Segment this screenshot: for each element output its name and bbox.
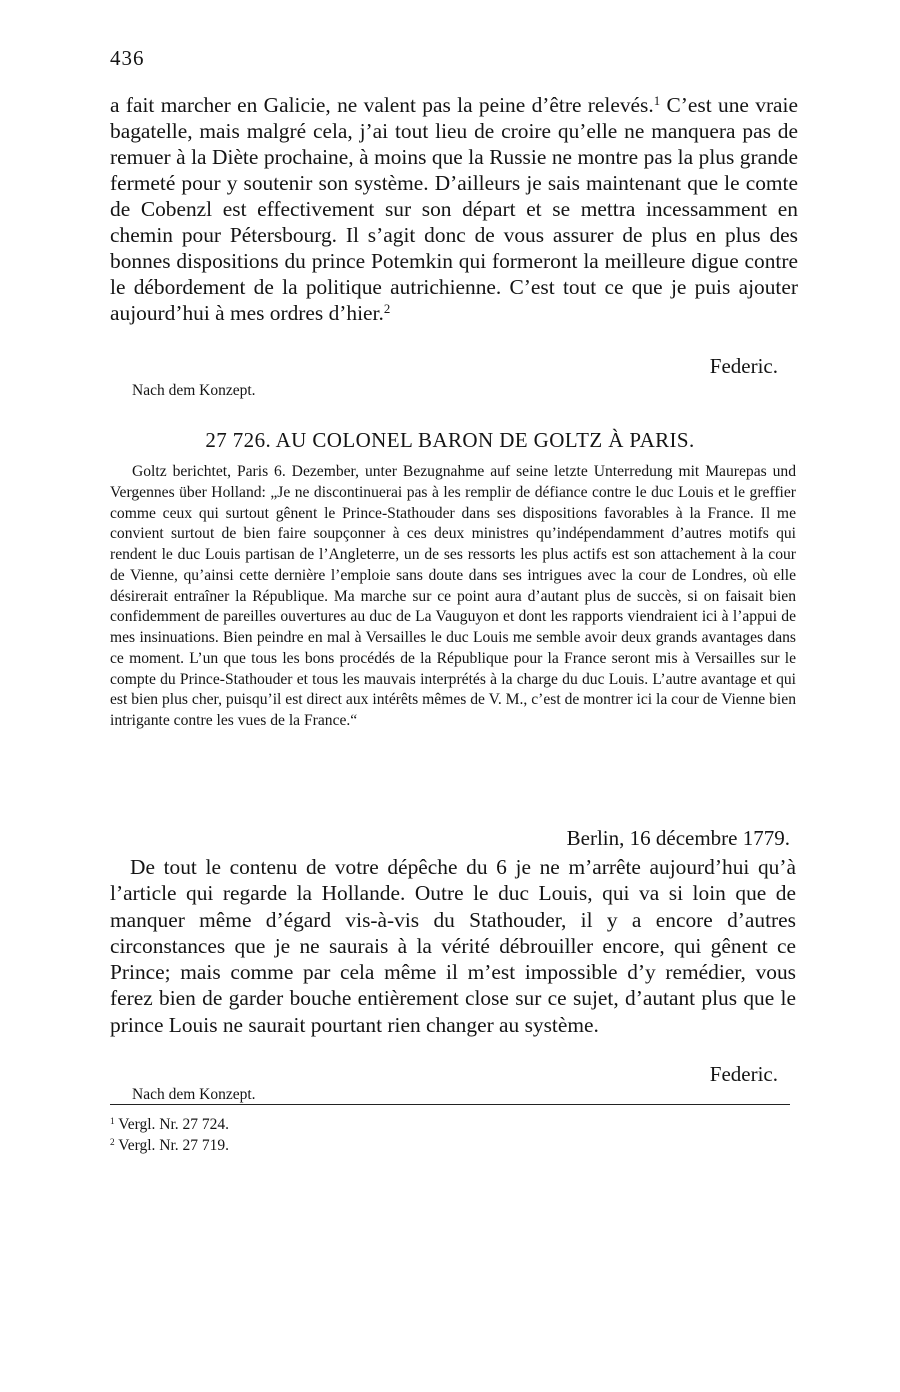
- paragraph-text: C’est une vraie bagatelle, mais malgré cela, j’ai tout lieu de croire qu’elle ne manquera pas de remuer à la Diète prochaine, à moins que la Russie ne montre pas la plus grande fermeté pour y soutenir son système. D’ailleurs je sais maintenant que le comte de Cobenzl est effectivement sur son départ et se mettra incessamment en chemin pour Pétersbourg. Il s’agit donc de vous assurer de plus en plus des bonnes dispositions du prince Potemkin qui formeront la meilleure digue contre le débordement de la politique autrichienne. C’est tout ce que je puis ajouter aujourd’hui à mes ordres d’hier.: [110, 93, 798, 325]
- dateline: Berlin, 16 décembre 1779.: [566, 826, 790, 850]
- footnote-rule: [110, 1104, 790, 1105]
- footnote-text: Vergl. Nr. 27 724.: [118, 1116, 230, 1133]
- source-note: Nach dem Konzept.: [132, 382, 256, 399]
- footnote: [110, 1135, 229, 1156]
- source-note: Nach dem Konzept.: [132, 1086, 256, 1103]
- letter-heading: 27 726. AU COLONEL BARON DE GOLTZ À PARIS.: [205, 428, 695, 452]
- report-summary: Goltz berichtet, Paris 6. Dezember, unter Bezugnahme auf seine letzte Unterredung mit Maurepas und Vergennes über Holland: „Je ne discontinuerai pas à les remplir de défiance contre le duc Louis et le greffier comme ceux qui surtout gênent le Prince-Stathouder dans ses dispositions favorables à la France. Il me convient surtout de bien faire soupçonner à ces deux ministres qu’indépendamment d’autres motifs qui rendent le duc Louis partisan de l’Angleterre, un de ses ressorts les plus actifs est son attachement à la cour de Vienne, qu’ainsi cette dernière l’emploie sans doute dans ses intrigues avec la cour de Londres, où elle désirerait entraîner la République. Ma marche sur ce point aura d’autant plus de succès, si on faisait bien confidemment de pareilles ouvertures au duc de La Vauguyon et dont les rapports viendraient ici à l’appui de mes insinuations. Bien peindre en mal à Versailles le duc Louis me semble avoir deux grands avantages dans ce moment. L’un que tous les bons procédés de la République pour la France seront mis à Versailles sur le compte du Prince-Stathouder et tous les mauvais interprétés à la charge du duc Louis. L’autre avantage et qui est bien plus cher, puisqu’il est direct aux intérêts mêmes de V. M., c’est de montrer ici la cour de Vienne bien intrigante contre les vues de la France.“: [110, 463, 796, 729]
- footnote-text: Vergl. Nr. 27 719.: [118, 1137, 230, 1154]
- footnote-mark: 1: [110, 1116, 115, 1127]
- footnote-mark: 2: [110, 1137, 115, 1148]
- paragraph-text: a fait marcher en Galicie, ne valent pas la peine d’être relevés.: [110, 93, 654, 117]
- footnote: [110, 1114, 229, 1135]
- footnote-ref: 2: [383, 301, 391, 316]
- continuation-paragraph: [110, 92, 798, 326]
- page-number: 436: [110, 46, 145, 70]
- signature: Federic.: [709, 1062, 778, 1086]
- footnotes: [110, 1114, 229, 1156]
- letter-body: De tout le contenu de votre dépêche du 6 je ne m’arrête aujourd’hui qu’à l’article qui regarde la Hollande. Outre le duc Louis, qui va si loin que de manquer même d’égard vis-à-vis du Stathouder, il y a encore d’autres circonstances que je ne saurais à la vérité débrouiller encore, qui gênent ce Prince; mais comme par cela même il m’est impossible d’y remédier, vous ferez bien de garder bouche entièrement close sur ce sujet, d’autant plus que le prince Louis ne saurait pourtant rien changer au système.: [110, 855, 796, 1037]
- footnote-ref: 1: [653, 93, 661, 108]
- signature: Federic.: [709, 354, 778, 378]
